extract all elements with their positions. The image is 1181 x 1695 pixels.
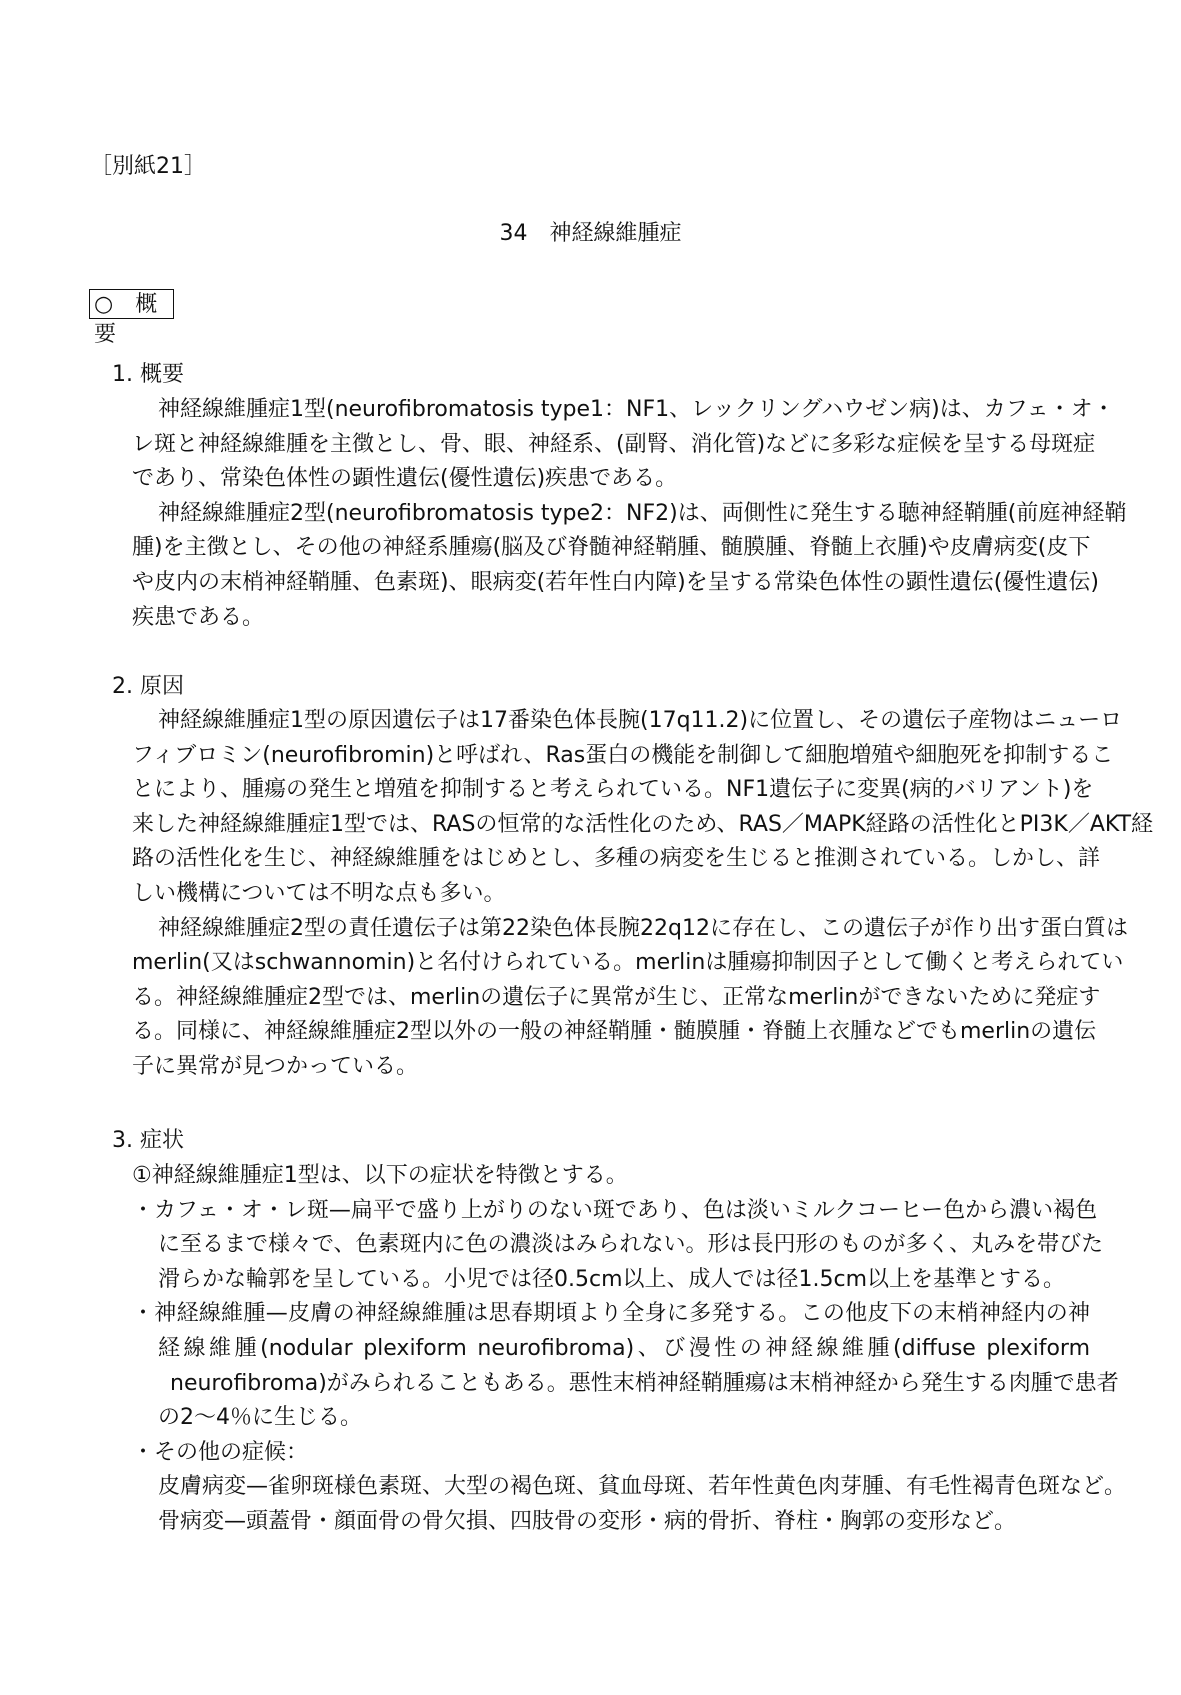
section-heading-symptoms: 3. 症状 <box>112 1128 184 1153</box>
text-line: 疾患である。 <box>132 604 265 630</box>
text-line: 滑らかな輪郭を呈している。小児では径0.5cm以上、成人では径1.5cm以上を基準とする。 <box>158 1266 1066 1292</box>
text-line: 腫)を主徴とし、その他の神経系腫瘍(脳及び脊髄神経鞘腫、髄膜腫、脊髄上衣腫)や皮膚病変(皮下 <box>132 535 1091 561</box>
text-line: 皮膚病変—雀卵斑様色素斑、大型の褐色斑、貧血母斑、若年性黄色肉芽腫、有毛性褐青色斑など。 <box>158 1474 1127 1500</box>
text-line: 神経線維腫症1型の原因遺伝子は17番染色体長腕(17q11.2)に位置し、その遺伝子産物はニューロ <box>158 708 1123 733</box>
text-line: 骨病変—頭蓋骨・顔面骨の骨欠損、四肢骨の変形・病的骨折、脊柱・胸郭の変形など。 <box>158 1509 1017 1534</box>
text-line: る。同様に、神経線維腫症2型以外の一般の神経鞘腫・髄膜腫・脊髄上衣腫などでもmerlinの遺伝 <box>132 1019 1097 1045</box>
bullet-line: ・神経線維腫—皮膚の神経線維腫は思春期頃より全身に多発する。この他皮下の末梢神経内の神 <box>132 1301 1090 1327</box>
bullet-line: ・カフェ・オ・レ斑—扁平で盛り上がりのない斑であり、色は淡いミルクコーヒー色から濃い褐色 <box>132 1197 1098 1223</box>
text-line: neurofibroma)がみられることもある。悪性末梢神経鞘腫瘍は末梢神経から発生する肉腫で患者 <box>170 1370 1119 1396</box>
text-line: 経線維腫(nodular plexiform neurofibroma)、び漫性の神経線維腫(diffuse plexiform <box>158 1336 1090 1361</box>
section-heading-overview: 1. 概要 <box>112 362 184 387</box>
text-line: レ斑と神経線維腫を主徴とし、骨、眼、神経系、(副腎、消化管)などに多彩な症候を呈する母斑症 <box>132 431 1096 457</box>
text-line: しい機構については不明な点も多い。 <box>132 881 506 906</box>
section-heading-cause: 2. 原因 <box>112 674 184 699</box>
text-line: ①神経線維腫症1型は、以下の症状を特徴とする。 <box>132 1163 628 1188</box>
page-title: 34 神経線維腫症 <box>499 221 682 246</box>
text-line: 神経線維腫症2型の責任遺伝子は第22染色体長腕22q12に存在し、この遺伝子が作り出す蛋白質は <box>158 915 1128 941</box>
text-line: 子に異常が見つかっている。 <box>132 1054 419 1079</box>
text-line: 神経線維腫症2型(neurofibromatosis type2：NF2)は、両側性に発生する聴神経鞘腫(前庭神経鞘 <box>158 500 1127 526</box>
text-line: や皮内の末梢神経鞘腫、色素斑)、眼病変(若年性白内障)を呈する常染色体性の顕性遺伝(優性遺伝) <box>132 570 1099 595</box>
overview-box-heading: ○ 概要 <box>89 289 174 319</box>
text-line: 路の活性化を生じ、神経線維腫をはじめとし、多種の病変を生じると推測されている。しかし、詳 <box>132 846 1101 872</box>
text-line: 神経線維腫症1型(neurofibromatosis type1：NF1、レックリングハウゼン病)は、カフェ・オ・ <box>158 397 1115 422</box>
text-line: であり、常染色体性の顕性遺伝(優性遺伝)疾患である。 <box>132 466 678 492</box>
text-line: の2～4％に生じる。 <box>158 1405 362 1431</box>
bullet-line: ・その他の症候： <box>132 1439 309 1465</box>
text-line: 来した神経線維腫症1型では、RASの恒常的な活性化のため、RAS／MAPK経路の活性化とPI3K／AKT経 <box>132 811 1154 837</box>
text-line: とにより、腫瘍の発生と増殖を抑制すると考えられている。NF1遺伝子に変異(病的バリアント)を <box>132 777 1094 803</box>
text-line: merlin(又はschwannomin)と名付けられている。merlinは腫瘍抑制因子として働くと考えられてい <box>132 950 1124 976</box>
text-line: る。神経線維腫症2型では、merlinの遺伝子に異常が生じ、正常なmerlinができないために発症す <box>132 984 1101 1010</box>
text-line: に至るまで様々で、色素斑内に色の濃淡はみられない。形は長円形のものが多く、丸みを帯びた <box>158 1232 1104 1258</box>
attachment-label: ［別紙21］ <box>90 154 206 179</box>
text-line: フィブロミン(neurofibromin)と呼ばれ、Ras蛋白の機能を制御して細胞増殖や細胞死を抑制するこ <box>132 742 1114 768</box>
